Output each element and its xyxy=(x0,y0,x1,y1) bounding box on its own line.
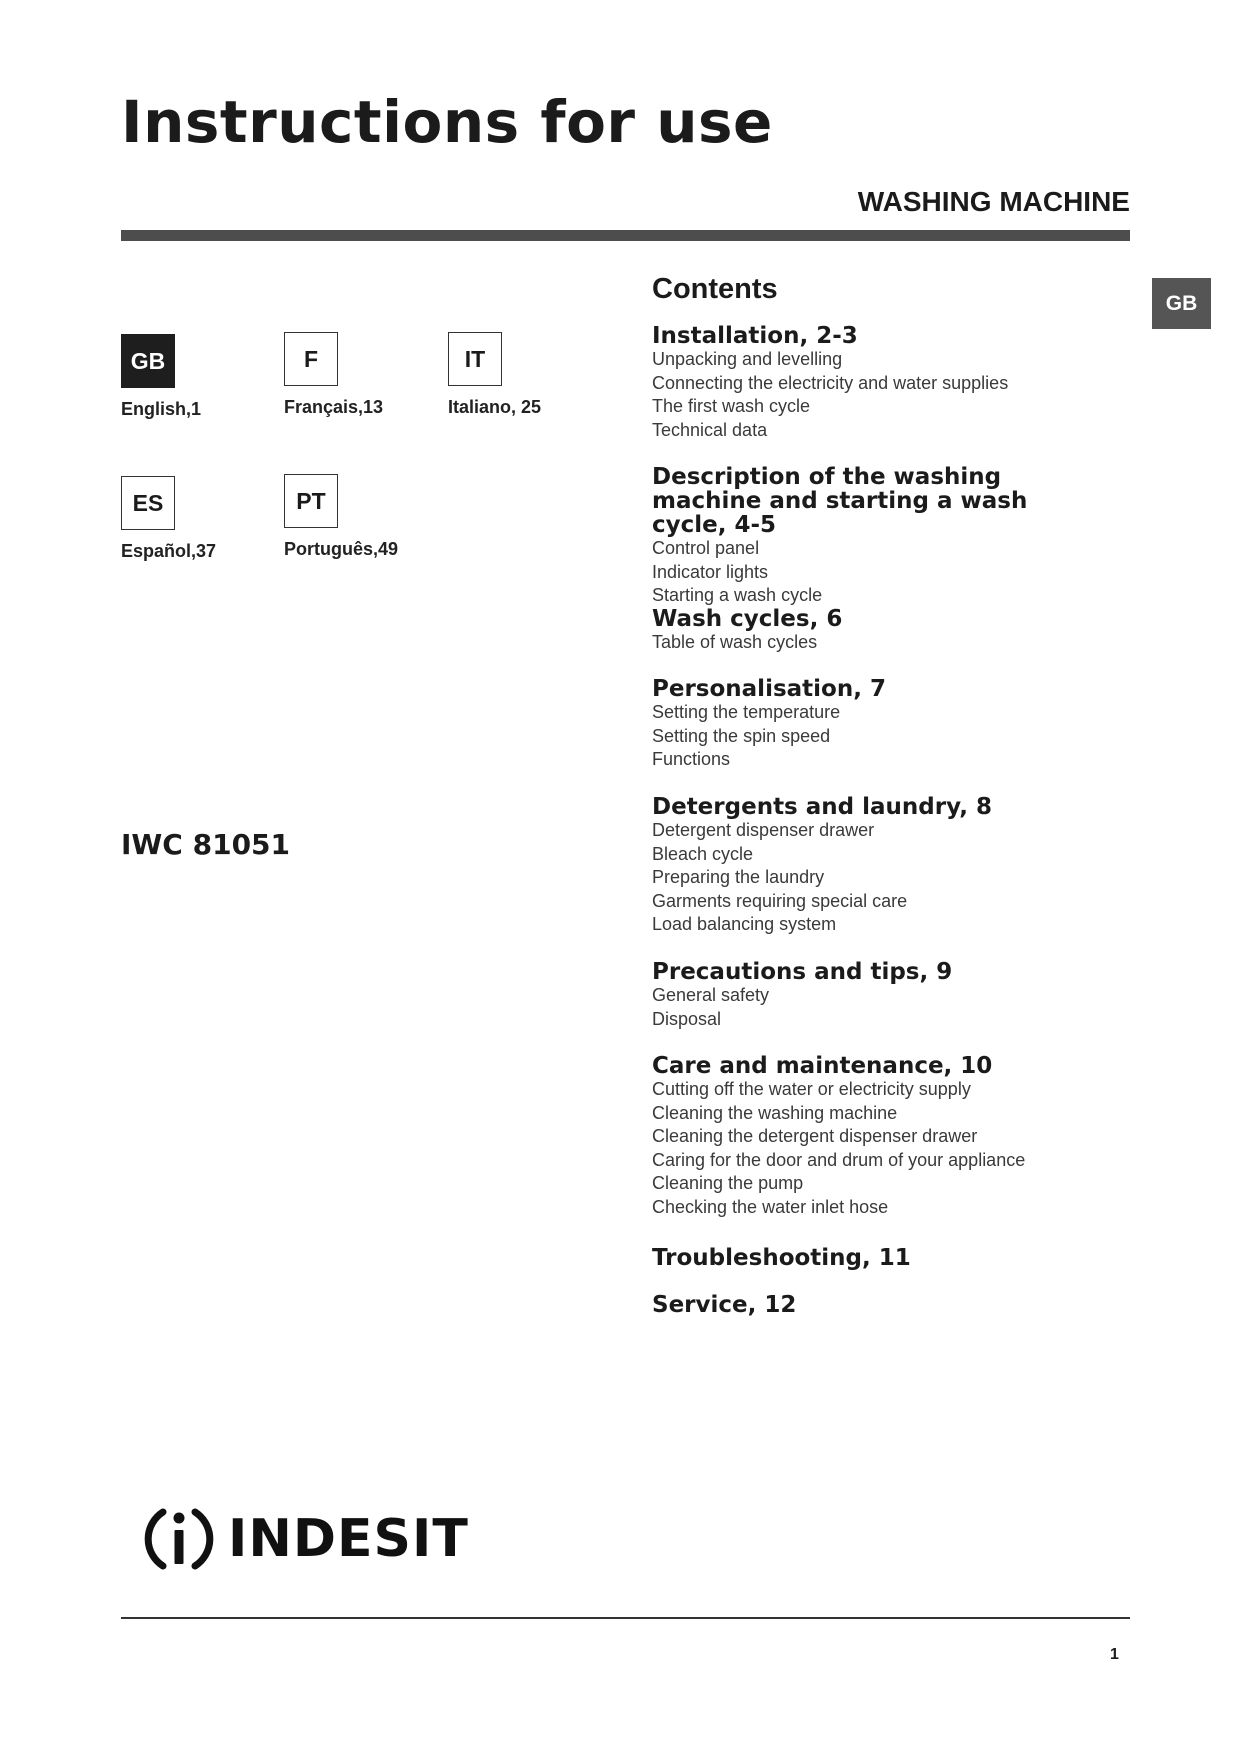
toc-item: Checking the water inlet hose xyxy=(652,1196,889,1217)
toc-item: Load balancing system xyxy=(652,914,837,935)
language-code-box: F xyxy=(284,332,338,386)
toc-item: Preparing the laundry xyxy=(652,867,825,888)
model-number: IWC 81051 xyxy=(121,828,291,861)
toc-item: Cutting off the water or electricity supply xyxy=(652,1079,971,1099)
language-label: Italiano, 25 xyxy=(448,397,542,417)
brand-logo xyxy=(140,1500,469,1578)
toc-section-service[interactable] xyxy=(652,1293,1132,1317)
toc-section-detergents[interactable] xyxy=(652,795,1132,937)
language-label: Français,13 xyxy=(284,397,384,417)
toc-item: Control panel xyxy=(652,538,760,558)
toc-section-title: Detergents and laundry, 8 xyxy=(652,794,993,820)
product-type: WASHING MACHINE xyxy=(857,186,1130,217)
brand-wordmark: INDESIT xyxy=(228,1509,469,1569)
bottom-divider xyxy=(121,1617,1130,1619)
language-label: English,1 xyxy=(121,399,202,419)
toc-item: Caring for the door and drum of your appliance xyxy=(652,1149,1026,1170)
toc-item: Connecting the electricity and water supplies xyxy=(652,372,1009,393)
toc-section-title: Precautions and tips, 9 xyxy=(652,959,953,985)
language-es[interactable] xyxy=(121,476,281,562)
toc-item: Starting a wash cycle xyxy=(652,585,823,606)
toc-item: Functions xyxy=(652,749,731,770)
toc-item: Table of wash cycles xyxy=(652,632,818,652)
toc-item: Unpacking and levelling xyxy=(652,349,843,369)
toc-item: Technical data xyxy=(652,419,768,440)
contents-heading: Contents xyxy=(652,273,778,305)
toc-item: Bleach cycle xyxy=(652,843,754,864)
toc-item: General safety xyxy=(652,985,770,1005)
language-code-box: PT xyxy=(284,474,338,528)
page-title: Instructions for use xyxy=(121,88,773,156)
language-label: Español,37 xyxy=(121,541,217,561)
language-gb[interactable] xyxy=(121,334,281,420)
toc-section-title: Wash cycles, 6 xyxy=(652,606,843,632)
language-pt[interactable] xyxy=(284,474,444,560)
toc-item: Cleaning the pump xyxy=(652,1173,804,1194)
toc-section-title: Care and maintenance, 10 xyxy=(652,1053,993,1079)
toc-item: Cleaning the detergent dispenser drawer xyxy=(652,1126,978,1147)
top-divider xyxy=(121,230,1130,241)
toc-section-care[interactable] xyxy=(652,1054,1132,1220)
language-side-tab: GB xyxy=(1152,278,1211,329)
toc-section-description[interactable] xyxy=(652,465,1092,608)
toc-section-title: Installation, 2-3 xyxy=(652,323,858,349)
language-code-box: GB xyxy=(121,334,175,388)
language-code-box: ES xyxy=(121,476,175,530)
toc-item: The first wash cycle xyxy=(652,396,811,417)
toc-item: Garments requiring special care xyxy=(652,890,908,911)
toc-item: Setting the spin speed xyxy=(652,725,831,746)
toc-section-title: Personalisation, 7 xyxy=(652,676,886,702)
toc-item: Detergent dispenser drawer xyxy=(652,820,875,840)
toc-section-troubleshooting[interactable] xyxy=(652,1246,1132,1270)
toc-item: Disposal xyxy=(652,1008,722,1029)
toc-item: Cleaning the washing machine xyxy=(652,1102,898,1123)
toc-section-title: Description of the washing machine and starting a wash cycle, 4-5 xyxy=(652,464,1028,538)
toc-section-title: Service, 12 xyxy=(652,1292,797,1318)
language-code-box: IT xyxy=(448,332,502,386)
toc-item: Setting the temperature xyxy=(652,702,841,722)
toc-item: Indicator lights xyxy=(652,561,769,582)
language-f[interactable] xyxy=(284,332,444,418)
toc-section-title: Troubleshooting, 11 xyxy=(652,1245,911,1271)
toc-section-wash-cycles[interactable] xyxy=(652,607,1132,655)
page-number: 1 xyxy=(1110,1646,1119,1663)
indesit-logo-icon xyxy=(140,1500,218,1578)
language-label: Português,49 xyxy=(284,539,399,559)
toc-section-personalisation[interactable] xyxy=(652,677,1132,772)
toc-section-precautions[interactable] xyxy=(652,960,1132,1031)
language-it[interactable] xyxy=(448,332,608,418)
toc-section-installation[interactable] xyxy=(652,324,1132,442)
